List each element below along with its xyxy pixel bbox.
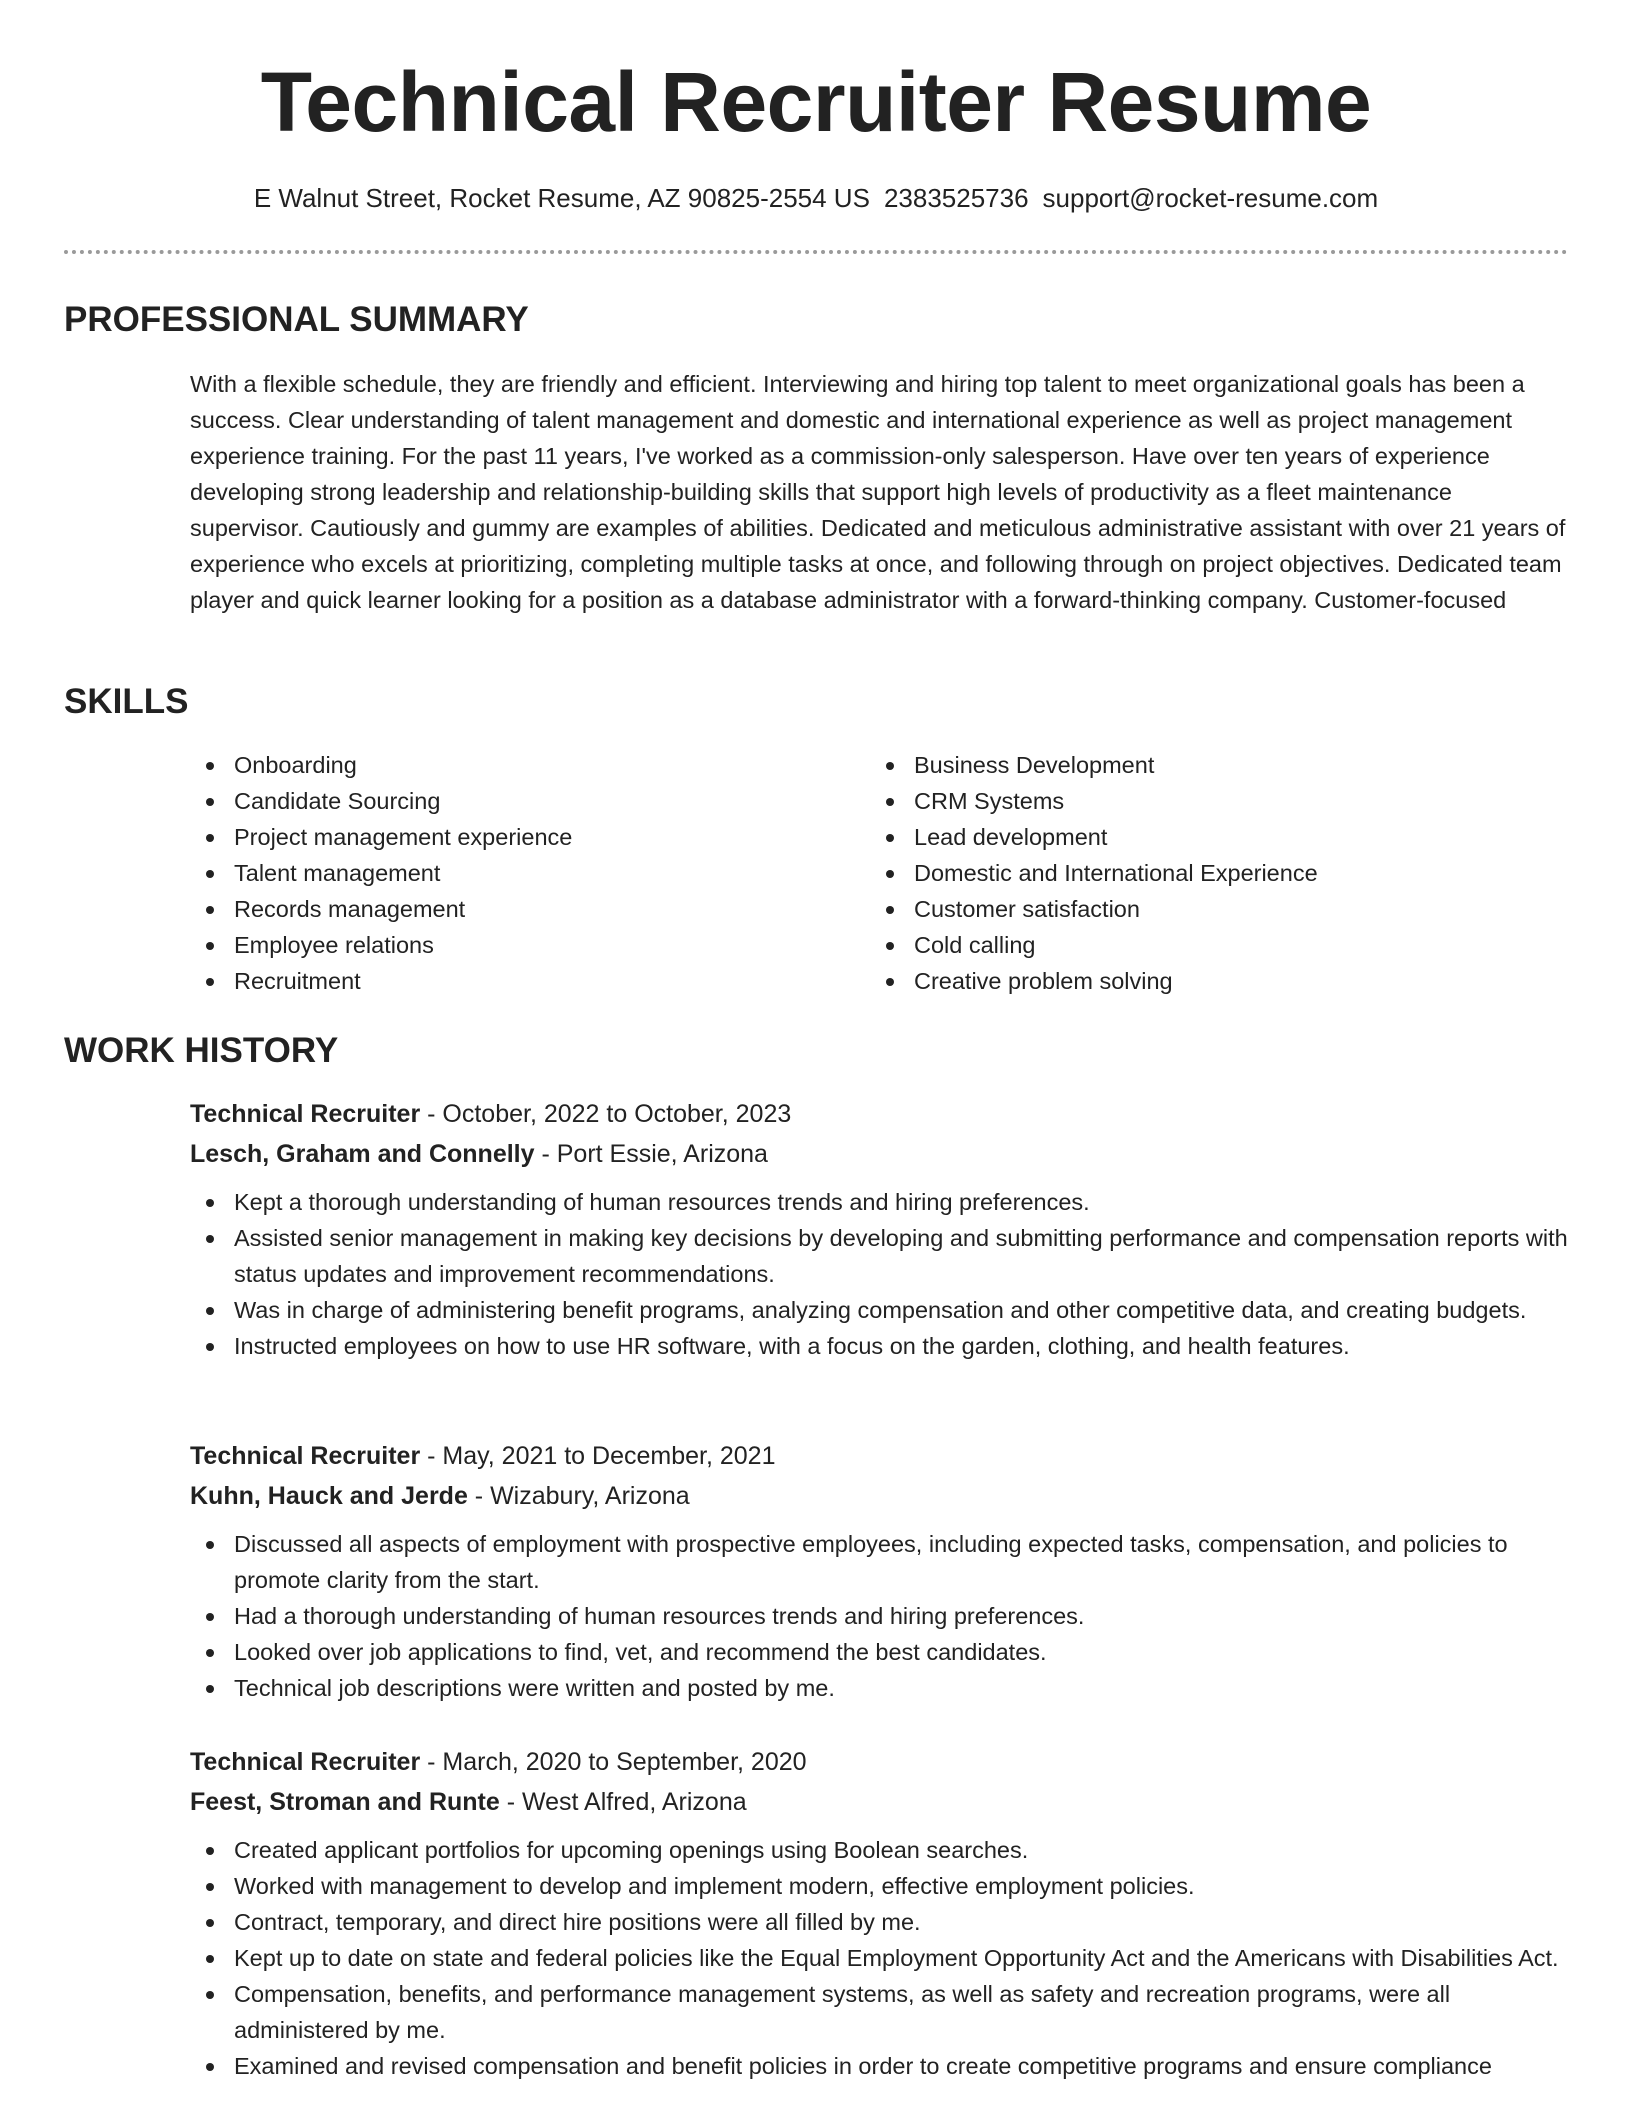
skill-item: Lead development	[870, 819, 1510, 855]
contact-address: E Walnut Street, Rocket Resume, AZ 90825-2554 US	[253, 183, 870, 213]
skill-item: Candidate Sourcing	[190, 783, 830, 819]
skills-list-left	[190, 747, 830, 999]
work-history-heading: WORK HISTORY	[64, 1031, 339, 1070]
resume-title: Technical Recruiter Resume	[260, 55, 1372, 149]
job-title-line	[190, 1742, 1570, 1782]
skills-heading: SKILLS	[64, 682, 189, 721]
skill-item: Domestic and International Experience	[870, 855, 1510, 891]
skill-item: Creative problem solving	[870, 963, 1510, 999]
skill-item: Onboarding	[190, 747, 830, 783]
job-bullets	[190, 1184, 1570, 1364]
skill-item: Business Development	[870, 747, 1510, 783]
contact-phone: 2383525736	[883, 183, 1029, 213]
job-location: - Wizabury, Arizona	[467, 1482, 690, 1510]
job-title: Technical Recruiter	[190, 1442, 421, 1470]
skills-column-left	[190, 747, 830, 999]
job-bullets	[190, 1832, 1570, 2084]
job-dates: - October, 2022 to October, 2023	[420, 1100, 792, 1128]
job-bullet: Was in charge of administering benefit programs, analyzing compensation and other competitive data, and creating budgets.	[190, 1292, 1570, 1328]
job-bullet: Kept a thorough understanding of human resources trends and hiring preferences.	[190, 1184, 1570, 1220]
summary-heading: PROFESSIONAL SUMMARY	[64, 300, 529, 339]
job-dates: - May, 2021 to December, 2021	[420, 1442, 776, 1470]
skill-item: Employee relations	[190, 927, 830, 963]
job-entry	[190, 1742, 1570, 2084]
job-bullet: Instructed employees on how to use HR software, with a focus on the garden, clothing, and health features.	[190, 1328, 1570, 1364]
job-bullet: Worked with management to develop and implement modern, effective employment policies.	[190, 1868, 1570, 1904]
job-bullet: Assisted senior management in making key decisions by developing and submitting performance and compensation reports with status updates and improvement recommendations.	[190, 1220, 1570, 1292]
job-bullet: Examined and revised compensation and benefit policies in order to create competitive programs and ensure compliance	[190, 2048, 1570, 2084]
skill-item: Project management experience	[190, 819, 830, 855]
skill-item: Recruitment	[190, 963, 830, 999]
job-bullet: Technical job descriptions were written and posted by me.	[190, 1670, 1570, 1706]
job-bullet: Compensation, benefits, and performance management systems, as well as safety and recreation programs, were all administered by me.	[190, 1976, 1570, 2048]
job-company: Lesch, Graham and Connelly	[190, 1140, 535, 1168]
job-bullet: Contract, temporary, and direct hire positions were all filled by me.	[190, 1904, 1570, 1940]
job-title-line	[190, 1436, 1570, 1476]
job-entry	[190, 1094, 1570, 1364]
job-bullets	[190, 1526, 1570, 1706]
job-bullet: Kept up to date on state and federal policies like the Equal Employment Opportunity Act and the Americans with Disabilities Act.	[190, 1940, 1570, 1976]
contact-email[interactable]: support@rocket-resume.com	[1042, 183, 1379, 213]
job-dates: - March, 2020 to September, 2020	[420, 1748, 807, 1776]
job-bullet: Looked over job applications to find, vet, and recommend the best candidates.	[190, 1634, 1570, 1670]
job-title: Technical Recruiter	[190, 1100, 421, 1128]
job-bullet: Had a thorough understanding of human resources trends and hiring preferences.	[190, 1598, 1570, 1634]
job-company: Feest, Stroman and Runte	[190, 1788, 500, 1816]
job-bullet: Created applicant portfolios for upcoming openings using Boolean searches.	[190, 1832, 1570, 1868]
contact-line	[0, 181, 1632, 215]
skill-item: CRM Systems	[870, 783, 1510, 819]
skills-column-right	[870, 747, 1510, 999]
job-company-line	[190, 1134, 1570, 1174]
job-title-line	[190, 1094, 1570, 1134]
job-company-line	[190, 1782, 1570, 1822]
job-location: - Port Essie, Arizona	[534, 1140, 768, 1168]
job-company: Kuhn, Hauck and Jerde	[190, 1482, 468, 1510]
skill-item: Cold calling	[870, 927, 1510, 963]
job-location: - West Alfred, Arizona	[499, 1788, 747, 1816]
job-title: Technical Recruiter	[190, 1748, 421, 1776]
skill-item: Records management	[190, 891, 830, 927]
summary-text: With a flexible schedule, they are friendly and efficient. Interviewing and hiring top talent to meet organizational goals has been a success. Clear understanding of talent management and domestic and international experience as well as project management experience training. For the past 11 years, I've worked as a commission-only salesperson. Have over ten years of experience developing strong leadership and relationship-building skills that support high levels of productivity as a fleet maintenance supervisor. Cautiously and gummy are examples of abilities. Dedicated and meticulous administrative assistant with over 21 years of experience who excels at prioritizing, completing multiple tasks at once, and following through on project objectives. Dedicated team player and quick learner looking for a position as a database administrator with a forward-thinking company. Customer-focused	[190, 371, 1566, 613]
skill-item: Talent management	[190, 855, 830, 891]
job-entry	[190, 1436, 1570, 1706]
header-divider	[64, 250, 1568, 254]
job-bullet: Discussed all aspects of employment with prospective employees, including expected tasks, compensation, and policies to promote clarity from the start.	[190, 1526, 1570, 1598]
job-company-line	[190, 1476, 1570, 1516]
skills-list-right	[870, 747, 1510, 999]
skill-item: Customer satisfaction	[870, 891, 1510, 927]
